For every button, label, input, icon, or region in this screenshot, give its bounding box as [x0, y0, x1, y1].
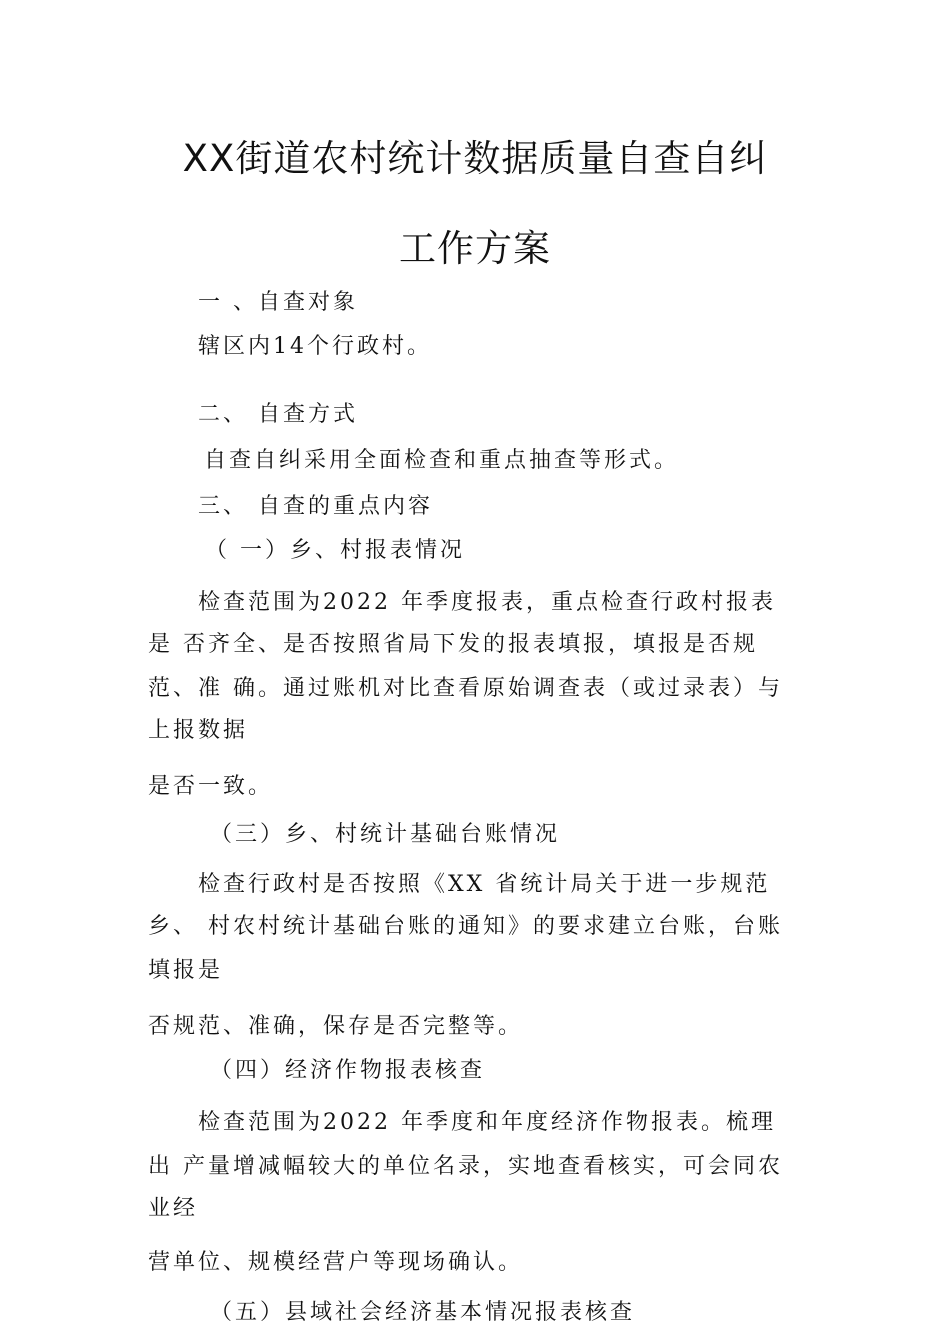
paragraph-line: 上报数据	[148, 718, 249, 743]
paragraph-line: 是 否齐全、是否按照省局下发的报表填报，填报是否规	[148, 632, 758, 657]
paragraph-line: 营单位、规模经营户等现场确认。	[148, 1250, 524, 1275]
paragraph-line: 否规范、准确，保存是否完整等。	[148, 1014, 524, 1039]
subsection-heading: （ 一）乡、村报表情况	[205, 538, 465, 563]
paragraph-line: 检查范围为2022 年季度报表，重点检查行政村报表	[198, 590, 776, 615]
paragraph-line: 是否一致。	[148, 774, 274, 799]
paragraph-line: 填报是	[148, 958, 224, 983]
section-heading-self-check-method: 二、 自查方式	[198, 402, 358, 427]
subsection-heading: （四）经济作物报表核查	[210, 1058, 486, 1083]
paragraph-line: 检查行政村是否按照《XX 省统计局关于进一步规范	[198, 872, 771, 897]
paragraph-line: 范、准 确。通过账机对比查看原始调查表（或过录表）与	[148, 676, 783, 701]
paragraph-line: 自查自纠采用全面检查和重点抽查等形式。	[204, 448, 680, 473]
paragraph-line: 辖区内14个行政村。	[198, 334, 432, 359]
paragraph-line: 乡、 村农村统计基础台账的通知》的要求建立台账，台账	[148, 914, 783, 939]
subsection-heading: （五）县域社会经济基本情况报表核查	[210, 1300, 636, 1325]
paragraph-line: 检查范围为2022 年季度和年度经济作物报表。梳理	[198, 1110, 776, 1135]
paragraph-line: 出 产量增减幅较大的单位名录，实地查看核实，可会同农	[148, 1154, 783, 1179]
section-heading-key-contents: 三、 自查的重点内容	[198, 494, 433, 519]
paragraph-line: 业经	[148, 1196, 199, 1221]
document-title-line-2: 工作方案	[399, 227, 551, 270]
subsection-heading: （三）乡、村统计基础台账情况	[210, 822, 561, 847]
document-title-line-1: XX街道农村统计数据质量自查自纠	[182, 137, 768, 180]
section-heading-self-check-object: 一 、自查对象	[198, 290, 358, 315]
